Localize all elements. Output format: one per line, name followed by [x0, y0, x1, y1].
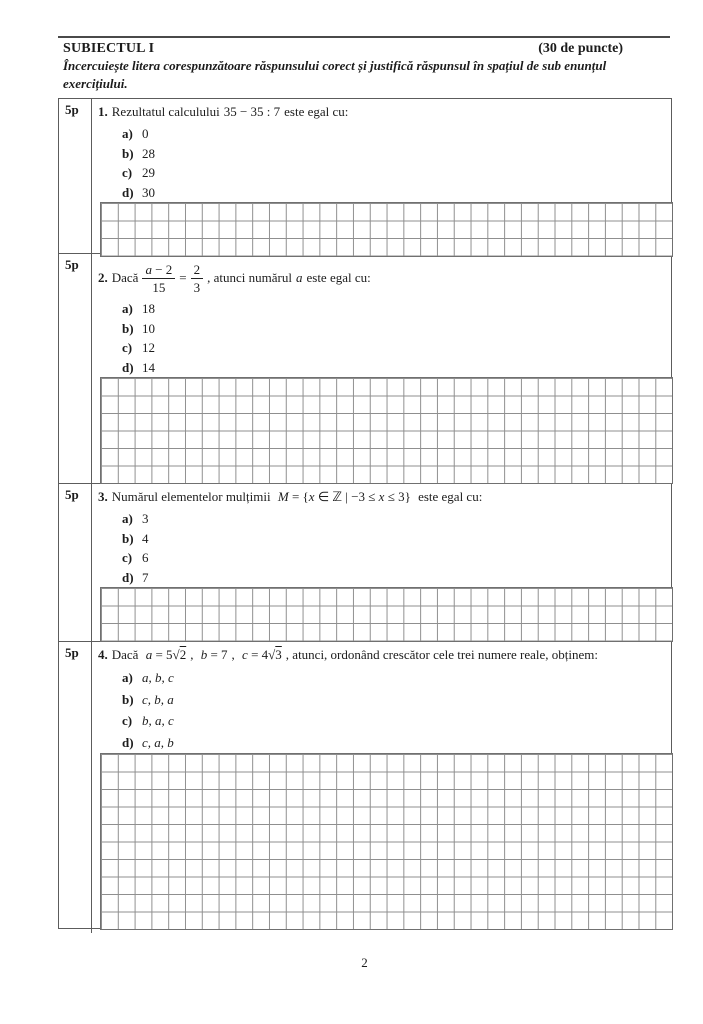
set-condition: ≤ 3}	[387, 489, 411, 504]
question-number: 3.	[98, 489, 108, 504]
question-number: 4.	[98, 647, 108, 662]
points-label: 5p	[59, 254, 92, 483]
variable-M: M	[277, 489, 289, 504]
answer-grid-3	[100, 587, 673, 642]
question-4-cell	[92, 642, 671, 933]
math-expression: 35 − 35 : 7	[223, 104, 281, 119]
question-2-options	[122, 299, 668, 377]
instructions-line-2: exercițiului.	[63, 76, 128, 91]
option-d	[122, 568, 668, 588]
set-membership: ∈ ℤ	[317, 489, 343, 504]
question-1-stem	[98, 104, 668, 120]
question-2-stem	[98, 259, 668, 297]
question-1-cell	[92, 99, 671, 253]
comma: ,	[190, 647, 194, 662]
option-value: 18	[142, 301, 155, 316]
questions-table	[58, 98, 672, 929]
option-label: b)	[122, 320, 134, 336]
question-3-stem	[98, 489, 668, 505]
question-3-cell	[92, 484, 671, 641]
set-condition: −3 ≤	[351, 489, 376, 504]
option-label: a)	[122, 670, 133, 685]
set-eq: = {	[291, 489, 309, 504]
option-value: 30	[142, 184, 155, 200]
option-label: d)	[122, 184, 134, 200]
answer-grid-4	[100, 753, 673, 930]
stem-text: este egal cu:	[284, 104, 349, 119]
set-expression	[278, 489, 411, 504]
option-value: 28	[142, 145, 155, 161]
option-label: a)	[122, 511, 133, 526]
question-number: 2.	[98, 270, 108, 285]
variable-x: x	[308, 489, 315, 504]
comma: ,	[285, 647, 290, 662]
sqrt-icon: √	[268, 647, 276, 662]
question-3-options	[122, 509, 668, 587]
option-value: 6	[142, 550, 149, 565]
points-label: 5p	[59, 99, 92, 253]
stem-text: Numărul elementelor mulțimii	[111, 489, 271, 504]
option-c	[122, 338, 668, 358]
section-points: (30 de puncte)	[538, 41, 623, 56]
stem-text: Dacă	[111, 270, 139, 285]
answer-grid-2	[100, 377, 673, 484]
option-value: c, b, a	[142, 691, 174, 707]
section-title: SUBIECTUL I	[63, 41, 155, 56]
option-label: c)	[122, 713, 133, 728]
stem-text: este egal cu:	[306, 270, 371, 285]
option-label: d)	[122, 359, 134, 375]
value-c	[242, 647, 282, 662]
option-label: d)	[122, 734, 134, 750]
question-2-cell	[92, 254, 671, 483]
option-b	[122, 689, 668, 711]
variable-a: a	[295, 270, 303, 285]
option-label: a)	[122, 126, 133, 141]
option-label: c)	[122, 340, 133, 355]
option-a	[122, 667, 668, 689]
option-value: 7	[142, 569, 149, 585]
option-value: 14	[142, 359, 155, 375]
option-label: b)	[122, 145, 134, 161]
question-4-stem	[98, 647, 668, 663]
variable-c: c	[242, 647, 248, 662]
stem-text: Dacă	[111, 647, 139, 662]
option-a	[122, 124, 668, 144]
points-label: 5p	[59, 642, 92, 933]
option-value: b, a, c	[142, 713, 174, 728]
fraction-left	[142, 262, 175, 295]
option-value: 4	[142, 530, 149, 546]
option-value: a, b, c	[142, 670, 174, 685]
instructions-line-1: Încercuiește litera corespunzătoare răspunsului corect și justifică răspunsul în spațiul de sub enunțul	[63, 58, 607, 73]
value: = 7	[210, 647, 228, 662]
points-label: 5p	[59, 484, 92, 641]
option-label: a)	[122, 301, 133, 316]
option-value: c, a, b	[142, 734, 174, 750]
variable-a: a	[145, 647, 153, 662]
value: = 4	[251, 647, 269, 662]
fraction-denominator: 15	[152, 279, 166, 295]
set-bar: |	[345, 489, 348, 504]
option-c	[122, 548, 668, 568]
radicand: 3	[275, 647, 282, 662]
option-d	[122, 358, 668, 378]
option-value: 29	[142, 165, 155, 180]
stem-text: este egal cu:	[418, 489, 483, 504]
question-row-3	[59, 484, 671, 642]
option-label: c)	[122, 550, 133, 565]
option-label: c)	[122, 165, 133, 180]
option-d	[122, 732, 668, 754]
sqrt-icon: √	[172, 647, 180, 662]
question-number: 1.	[98, 104, 108, 119]
variable-b: b	[200, 647, 208, 662]
stem-text: , atunci numărul	[207, 270, 292, 285]
question-4-options	[122, 667, 668, 753]
option-b	[122, 529, 668, 549]
option-label: b)	[122, 530, 134, 546]
option-value: 3	[142, 511, 149, 526]
option-c	[122, 163, 668, 183]
option-label: d)	[122, 569, 134, 585]
option-label: b)	[122, 691, 134, 707]
stem-text: atunci, ordonând crescător cele trei numere reale, obținem:	[292, 647, 599, 662]
question-row-1	[59, 99, 671, 254]
variable-x: x	[378, 489, 385, 504]
variable-a: a	[145, 261, 152, 277]
value: = 5	[155, 647, 173, 662]
fraction-numerator: 2	[191, 262, 204, 279]
option-b	[122, 144, 668, 164]
numerator-rest: − 2	[151, 261, 173, 277]
comma: ,	[231, 647, 235, 662]
question-row-2	[59, 254, 671, 484]
option-c	[122, 710, 668, 732]
option-a	[122, 299, 668, 319]
radicand: 2	[179, 647, 187, 662]
fraction-numerator	[142, 262, 175, 279]
value-b	[201, 647, 228, 662]
fraction-right	[191, 262, 204, 295]
option-value: 0	[142, 126, 149, 141]
fraction-denominator: 3	[193, 279, 201, 295]
option-value: 10	[142, 320, 155, 336]
option-value: 12	[142, 340, 155, 355]
page-number: 2	[361, 955, 368, 970]
option-a	[122, 509, 668, 529]
value-a	[146, 647, 186, 662]
equals-sign: =	[179, 270, 187, 285]
question-row-4	[59, 642, 671, 933]
question-1-options	[122, 124, 668, 202]
answer-grid-1	[100, 202, 673, 257]
stem-text: Rezultatul calculului	[111, 104, 220, 119]
option-b	[122, 319, 668, 339]
option-d	[122, 183, 668, 203]
header-rule	[58, 36, 670, 38]
